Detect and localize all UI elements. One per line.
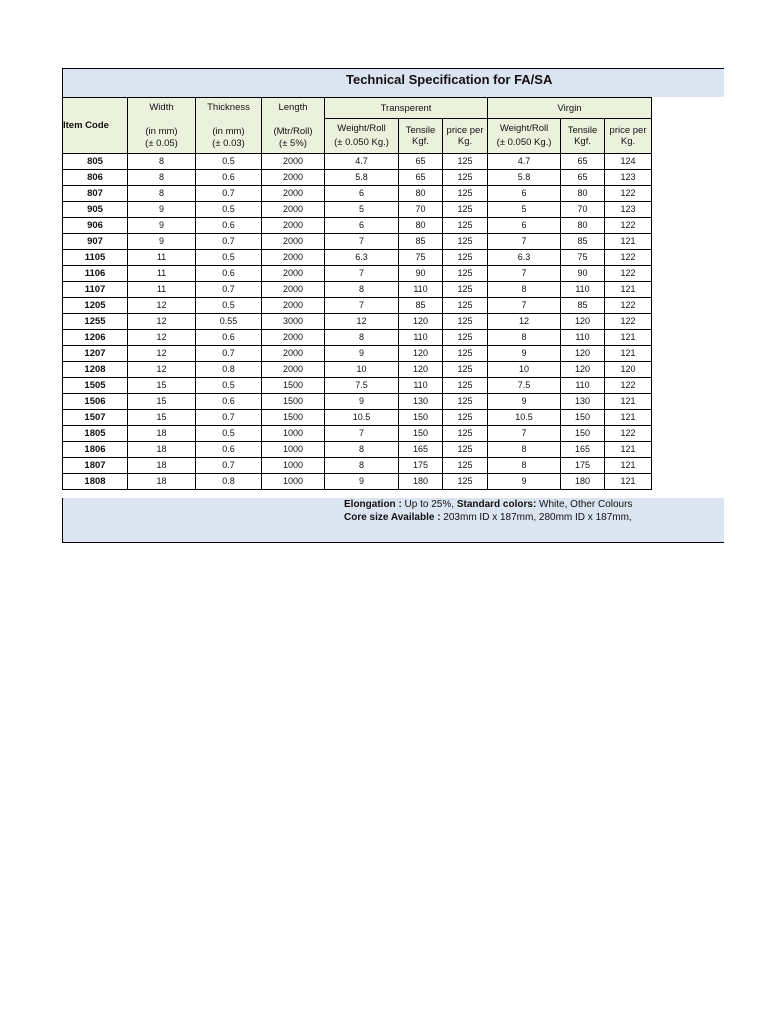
t-tensile-cell: 85 [399,234,443,250]
t-price-cell: 125 [443,154,488,170]
v-weight-cell: 6.3 [488,250,561,266]
v-price-cell: 122 [605,218,652,234]
length-cell: 2000 [262,186,325,202]
item-code-cell: 806 [63,170,128,186]
v-price-cell: 122 [605,314,652,330]
header-width: Width (in mm) (± 0.05) [128,98,196,154]
v-weight-cell: 7.5 [488,378,561,394]
thickness-cell: 0.5 [196,250,262,266]
table-row [63,474,652,490]
t-price-cell: 125 [443,170,488,186]
v-weight-cell: 8 [488,282,561,298]
core-size-note: Core size Available : 203mm ID x 187mm, 280mm ID x 187mm, [344,512,632,523]
v-price-cell: 121 [605,282,652,298]
length-cell: 2000 [262,250,325,266]
t-weight-cell: 7 [325,234,399,250]
v-weight-cell: 5 [488,202,561,218]
item-code-cell: 1208 [63,362,128,378]
v-tensile-cell: 75 [561,250,605,266]
t-weight-cell: 12 [325,314,399,330]
item-code-cell: 1105 [63,250,128,266]
t-tensile-cell: 80 [399,186,443,202]
item-code-cell: 1506 [63,394,128,410]
v-price-cell: 120 [605,362,652,378]
length-cell: 2000 [262,218,325,234]
table-row [63,250,652,266]
thickness-cell: 0.7 [196,410,262,426]
table-row [63,298,652,314]
thickness-cell: 0.6 [196,218,262,234]
width-cell: 15 [128,394,196,410]
width-cell: 12 [128,346,196,362]
t-price-cell: 125 [443,282,488,298]
thickness-cell: 0.6 [196,330,262,346]
v-tensile-cell: 110 [561,378,605,394]
v-tensile-cell: 120 [561,314,605,330]
t-price-cell: 125 [443,362,488,378]
v-price-cell: 121 [605,474,652,490]
v-weight-cell: 9 [488,474,561,490]
t-weight-cell: 7 [325,266,399,282]
v-price-cell: 122 [605,186,652,202]
t-tensile-cell: 150 [399,426,443,442]
width-cell: 9 [128,218,196,234]
t-price-cell: 125 [443,442,488,458]
t-price-cell: 125 [443,426,488,442]
v-weight-cell: 9 [488,346,561,362]
v-price-cell: 121 [605,234,652,250]
t-price-cell: 125 [443,250,488,266]
thickness-cell: 0.6 [196,442,262,458]
thickness-cell: 0.5 [196,202,262,218]
item-code-cell: 1507 [63,410,128,426]
table-row [63,202,652,218]
t-weight-cell: 8 [325,442,399,458]
table-row [63,266,652,282]
spec-table-body [63,154,652,490]
table-row [63,282,652,298]
t-weight-cell: 10.5 [325,410,399,426]
width-cell: 12 [128,330,196,346]
v-tensile-cell: 80 [561,218,605,234]
v-tensile-cell: 90 [561,266,605,282]
t-weight-cell: 6 [325,218,399,234]
thickness-cell: 0.7 [196,282,262,298]
t-price-cell: 125 [443,218,488,234]
v-tensile-cell: 65 [561,170,605,186]
length-cell: 2000 [262,266,325,282]
elongation-note: Elongation : Up to 25%, Standard colors: White, Other Colours [344,499,633,510]
length-cell: 1000 [262,426,325,442]
v-tensile-cell: 110 [561,330,605,346]
thickness-cell: 0.5 [196,298,262,314]
v-weight-cell: 9 [488,394,561,410]
length-cell: 1000 [262,474,325,490]
t-weight-cell: 8 [325,282,399,298]
length-cell: 2000 [262,234,325,250]
thickness-cell: 0.7 [196,458,262,474]
item-code-cell: 1107 [63,282,128,298]
thickness-cell: 0.6 [196,266,262,282]
v-weight-cell: 4.7 [488,154,561,170]
width-cell: 8 [128,186,196,202]
width-cell: 8 [128,170,196,186]
table-row [63,346,652,362]
v-weight-cell: 8 [488,330,561,346]
width-cell: 18 [128,442,196,458]
header-v-price: price per Kg. [605,119,652,154]
v-weight-cell: 8 [488,442,561,458]
length-cell: 2000 [262,154,325,170]
t-weight-cell: 8 [325,330,399,346]
t-weight-cell: 9 [325,394,399,410]
t-tensile-cell: 75 [399,250,443,266]
thickness-cell: 0.7 [196,234,262,250]
v-price-cell: 122 [605,426,652,442]
v-tensile-cell: 85 [561,234,605,250]
item-code-cell: 907 [63,234,128,250]
v-tensile-cell: 175 [561,458,605,474]
t-price-cell: 125 [443,378,488,394]
thickness-cell: 0.5 [196,378,262,394]
table-row [63,330,652,346]
t-tensile-cell: 120 [399,314,443,330]
header-group-virgin: Virgin [488,98,652,119]
item-code-cell: 1505 [63,378,128,394]
table-row [63,186,652,202]
t-tensile-cell: 165 [399,442,443,458]
v-weight-cell: 7 [488,298,561,314]
length-cell: 2000 [262,202,325,218]
item-code-cell: 805 [63,154,128,170]
v-tensile-cell: 65 [561,154,605,170]
thickness-cell: 0.7 [196,186,262,202]
v-price-cell: 121 [605,410,652,426]
width-cell: 11 [128,250,196,266]
item-code-cell: 1807 [63,458,128,474]
header-length: Length (Mtr/Roll) (± 5%) [262,98,325,154]
thickness-cell: 0.7 [196,346,262,362]
t-weight-cell: 9 [325,346,399,362]
item-code-cell: 1806 [63,442,128,458]
v-price-cell: 121 [605,346,652,362]
t-weight-cell: 9 [325,474,399,490]
v-weight-cell: 5.8 [488,170,561,186]
t-price-cell: 125 [443,394,488,410]
item-code-cell: 1206 [63,330,128,346]
length-cell: 2000 [262,330,325,346]
length-cell: 3000 [262,314,325,330]
thickness-cell: 0.8 [196,474,262,490]
v-price-cell: 122 [605,250,652,266]
table-row [63,170,652,186]
thickness-cell: 0.6 [196,394,262,410]
v-tensile-cell: 85 [561,298,605,314]
header-v-tensile: Tensile Kgf. [561,119,605,154]
table-row [63,314,652,330]
t-weight-cell: 7 [325,298,399,314]
v-tensile-cell: 180 [561,474,605,490]
t-tensile-cell: 85 [399,298,443,314]
v-weight-cell: 6 [488,186,561,202]
t-price-cell: 125 [443,410,488,426]
v-weight-cell: 7 [488,426,561,442]
t-tensile-cell: 80 [399,218,443,234]
v-price-cell: 124 [605,154,652,170]
t-tensile-cell: 110 [399,330,443,346]
header-t-price: price per Kg. [443,119,488,154]
header-t-tensile: Tensile Kgf. [399,119,443,154]
width-cell: 15 [128,410,196,426]
header-item-code: Item Code [63,98,128,154]
v-weight-cell: 7 [488,234,561,250]
width-cell: 12 [128,314,196,330]
t-price-cell: 125 [443,298,488,314]
t-weight-cell: 7 [325,426,399,442]
v-weight-cell: 10.5 [488,410,561,426]
header-t-weight: Weight/Roll (± 0.050 Kg.) [325,119,399,154]
v-tensile-cell: 150 [561,426,605,442]
item-code-cell: 807 [63,186,128,202]
t-price-cell: 125 [443,330,488,346]
table-row [63,378,652,394]
v-tensile-cell: 120 [561,346,605,362]
t-price-cell: 125 [443,474,488,490]
width-cell: 8 [128,154,196,170]
width-cell: 18 [128,458,196,474]
t-price-cell: 125 [443,266,488,282]
v-tensile-cell: 110 [561,282,605,298]
t-weight-cell: 6 [325,186,399,202]
table-row [63,394,652,410]
t-weight-cell: 5 [325,202,399,218]
table-row [63,410,652,426]
item-code-cell: 1106 [63,266,128,282]
t-tensile-cell: 65 [399,170,443,186]
spec-sheet [62,68,724,543]
v-tensile-cell: 165 [561,442,605,458]
v-price-cell: 123 [605,170,652,186]
sheet-title: Technical Specification for FA/SA [346,72,553,87]
t-weight-cell: 4.7 [325,154,399,170]
t-tensile-cell: 130 [399,394,443,410]
t-price-cell: 125 [443,458,488,474]
width-cell: 11 [128,282,196,298]
length-cell: 1000 [262,458,325,474]
width-cell: 18 [128,474,196,490]
t-tensile-cell: 110 [399,378,443,394]
thickness-cell: 0.5 [196,426,262,442]
length-cell: 2000 [262,362,325,378]
v-tensile-cell: 130 [561,394,605,410]
width-cell: 18 [128,426,196,442]
width-cell: 11 [128,266,196,282]
t-weight-cell: 5.8 [325,170,399,186]
v-price-cell: 121 [605,458,652,474]
thickness-cell: 0.8 [196,362,262,378]
table-row [63,458,652,474]
width-cell: 9 [128,234,196,250]
t-tensile-cell: 175 [399,458,443,474]
width-cell: 12 [128,362,196,378]
v-price-cell: 121 [605,394,652,410]
table-row [63,362,652,378]
item-code-cell: 906 [63,218,128,234]
spec-table [62,97,652,490]
notes-band [62,498,724,543]
v-price-cell: 121 [605,330,652,346]
v-price-cell: 122 [605,266,652,282]
v-tensile-cell: 120 [561,362,605,378]
length-cell: 2000 [262,282,325,298]
length-cell: 2000 [262,298,325,314]
t-tensile-cell: 110 [399,282,443,298]
t-price-cell: 125 [443,186,488,202]
width-cell: 12 [128,298,196,314]
t-price-cell: 125 [443,346,488,362]
v-weight-cell: 12 [488,314,561,330]
item-code-cell: 1207 [63,346,128,362]
thickness-cell: 0.6 [196,170,262,186]
header-group-transparent: Transperent [325,98,488,119]
length-cell: 2000 [262,170,325,186]
v-price-cell: 122 [605,378,652,394]
t-tensile-cell: 120 [399,362,443,378]
length-cell: 1500 [262,410,325,426]
item-code-cell: 1205 [63,298,128,314]
t-weight-cell: 8 [325,458,399,474]
t-price-cell: 125 [443,202,488,218]
item-code-cell: 1255 [63,314,128,330]
t-tensile-cell: 120 [399,346,443,362]
width-cell: 9 [128,202,196,218]
table-row [63,426,652,442]
t-weight-cell: 7.5 [325,378,399,394]
t-tensile-cell: 150 [399,410,443,426]
v-weight-cell: 8 [488,458,561,474]
v-price-cell: 123 [605,202,652,218]
v-tensile-cell: 70 [561,202,605,218]
title-band [62,68,724,97]
table-row [63,442,652,458]
table-row [63,234,652,250]
header-row-1 [63,98,652,119]
item-code-cell: 1805 [63,426,128,442]
length-cell: 1500 [262,394,325,410]
t-tensile-cell: 180 [399,474,443,490]
width-cell: 15 [128,378,196,394]
length-cell: 1500 [262,378,325,394]
t-weight-cell: 10 [325,362,399,378]
v-weight-cell: 7 [488,266,561,282]
length-cell: 2000 [262,346,325,362]
v-price-cell: 121 [605,442,652,458]
table-row [63,154,652,170]
item-code-cell: 905 [63,202,128,218]
t-price-cell: 125 [443,234,488,250]
thickness-cell: 0.5 [196,154,262,170]
t-tensile-cell: 70 [399,202,443,218]
thickness-cell: 0.55 [196,314,262,330]
v-price-cell: 122 [605,298,652,314]
t-weight-cell: 6.3 [325,250,399,266]
table-row [63,218,652,234]
item-code-cell: 1808 [63,474,128,490]
t-tensile-cell: 90 [399,266,443,282]
header-v-weight: Weight/Roll (± 0.050 Kg.) [488,119,561,154]
t-tensile-cell: 65 [399,154,443,170]
v-weight-cell: 10 [488,362,561,378]
t-price-cell: 125 [443,314,488,330]
length-cell: 1000 [262,442,325,458]
v-tensile-cell: 80 [561,186,605,202]
v-weight-cell: 6 [488,218,561,234]
v-tensile-cell: 150 [561,410,605,426]
header-thickness: Thickness (in mm) (± 0.03) [196,98,262,154]
